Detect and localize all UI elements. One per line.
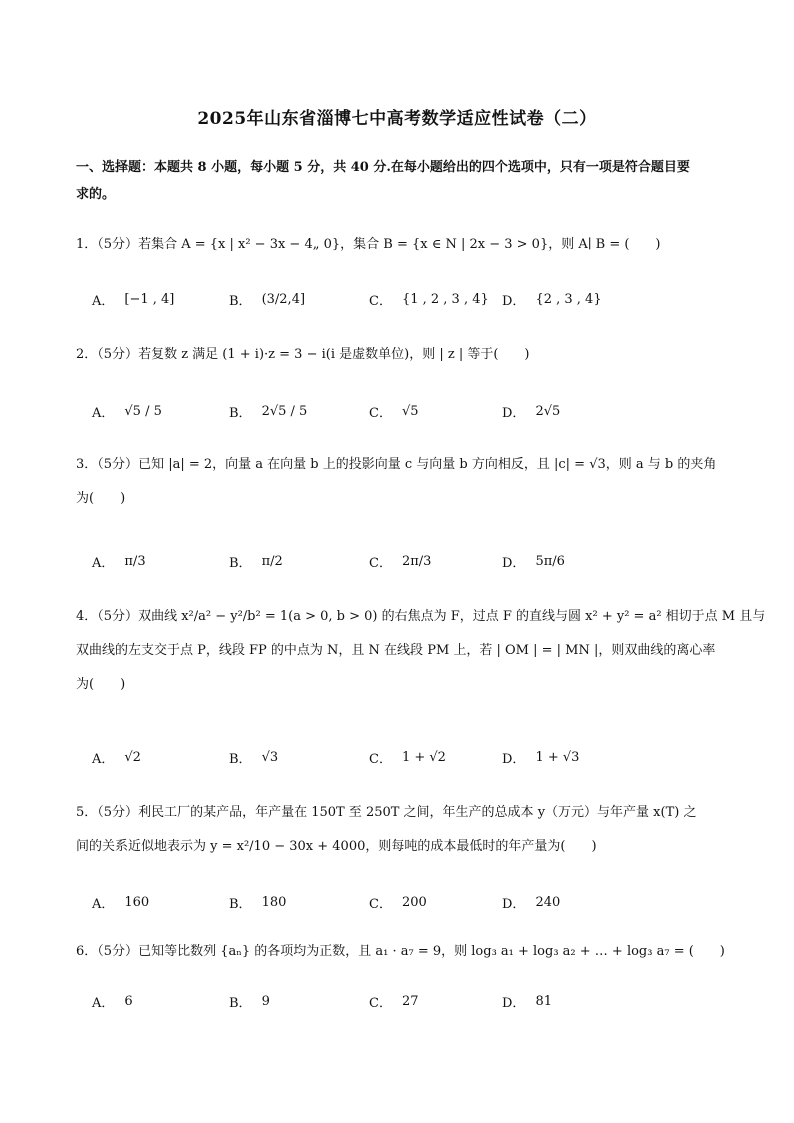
option-text: 2π/3 bbox=[401, 553, 432, 569]
question-5-options bbox=[92, 887, 712, 917]
option-label: C． bbox=[369, 995, 392, 1011]
option-text: π/2 bbox=[261, 553, 283, 569]
question-5-number: 5． bbox=[76, 805, 98, 820]
option-text: 2√5 / 5 bbox=[261, 403, 308, 419]
option-label: D． bbox=[502, 995, 526, 1011]
option-text: {1 , 2 , 3 , 4} bbox=[401, 291, 489, 307]
option-label: C． bbox=[369, 293, 392, 309]
option-c[interactable] bbox=[369, 887, 427, 917]
question-6 bbox=[76, 935, 726, 969]
option-b[interactable] bbox=[229, 986, 270, 1016]
question-6-score: （5分） bbox=[97, 944, 139, 959]
option-label: A． bbox=[92, 751, 115, 767]
option-a[interactable] bbox=[92, 284, 174, 314]
option-text: {2 , 3 , 4} bbox=[535, 291, 602, 307]
question-6-body: 已知等比数列 {aₙ} 的各项均为正数，且 a₁ · a₇ = 9，则 log₃ a₁ + log₃ a₂ + … + log₃ a₇ = ( ) bbox=[138, 944, 725, 959]
question-6-number: 6． bbox=[76, 944, 98, 959]
option-text: 240 bbox=[535, 894, 561, 910]
question-3-line2: 为( ) bbox=[76, 491, 126, 506]
option-label: D． bbox=[502, 555, 526, 571]
question-4-number: 4． bbox=[76, 609, 98, 624]
question-2-options bbox=[92, 396, 712, 426]
page-title: 2025年山东省淄博七中高考数学适应性试卷（二） bbox=[197, 109, 597, 129]
section-heading-line1: 一、选择题：本题共 8 小题，每小题 5 分，共 40 分.在每小题给出的四个选项中，只有一项是符合题目要 bbox=[76, 160, 690, 175]
option-label: C． bbox=[369, 405, 392, 421]
option-c[interactable] bbox=[369, 986, 419, 1016]
option-text: 6 bbox=[124, 993, 133, 1009]
question-6-options bbox=[92, 986, 712, 1016]
question-1 bbox=[76, 228, 726, 262]
option-text: √5 bbox=[401, 403, 419, 419]
option-d[interactable] bbox=[502, 396, 560, 426]
question-4-line1 bbox=[76, 600, 766, 634]
option-text: √3 bbox=[261, 749, 279, 765]
option-b[interactable] bbox=[229, 284, 305, 314]
option-b[interactable] bbox=[229, 546, 283, 576]
question-1-options bbox=[92, 284, 712, 314]
option-b[interactable] bbox=[229, 396, 307, 426]
option-label: D． bbox=[502, 293, 526, 309]
option-text: 2√5 bbox=[535, 403, 561, 419]
option-text: 81 bbox=[535, 993, 552, 1009]
option-label: B． bbox=[229, 751, 252, 767]
section-heading bbox=[76, 154, 726, 208]
section-heading-line2: 求的。 bbox=[76, 187, 116, 202]
option-c[interactable] bbox=[369, 396, 419, 426]
question-5-score: （5分） bbox=[97, 805, 139, 820]
option-text: √5 / 5 bbox=[124, 403, 162, 419]
option-label: A． bbox=[92, 405, 115, 421]
option-text: 160 bbox=[124, 894, 150, 910]
option-label: B． bbox=[229, 896, 252, 912]
question-4-line3: 为( ) bbox=[76, 677, 126, 692]
option-c[interactable] bbox=[369, 546, 431, 576]
option-label: D． bbox=[502, 896, 526, 912]
question-5-line2: 间的关系近似地表示为 y = x²/10 − 30x + 4000，则每吨的成本最低时的年产量为( ) bbox=[76, 839, 597, 854]
option-text: [−1 , 4] bbox=[124, 291, 175, 307]
option-label: B． bbox=[229, 405, 252, 421]
question-4-score: （5分） bbox=[97, 609, 139, 624]
option-label: B． bbox=[229, 995, 252, 1011]
option-d[interactable] bbox=[502, 284, 602, 314]
question-1-body: 若集合 A = {x | x² − 3x − 4„ 0}，集合 B = {x ∈ N | 2x − 3 > 0}，则 A∣ B = ( ) bbox=[138, 237, 661, 252]
option-text: 27 bbox=[401, 993, 419, 1009]
option-text: π/3 bbox=[124, 553, 146, 569]
question-5-line1 bbox=[76, 796, 726, 830]
option-a[interactable] bbox=[92, 742, 141, 772]
question-4-options bbox=[92, 742, 712, 772]
question-4-body-line1: 双曲线 x²/a² − y²/b² = 1(a > 0, b > 0) 的右焦点为 F，过点 F 的直线与圆 x² + y² = a² 相切于点 M 且与 bbox=[138, 609, 766, 624]
question-1-text bbox=[76, 228, 726, 262]
option-label: A． bbox=[92, 995, 115, 1011]
option-c[interactable] bbox=[369, 742, 446, 772]
option-c[interactable] bbox=[369, 284, 489, 314]
question-1-number: 1． bbox=[76, 237, 98, 252]
option-text: 200 bbox=[401, 894, 427, 910]
option-label: A． bbox=[92, 896, 115, 912]
question-2-score: （5分） bbox=[97, 347, 139, 362]
option-label: A． bbox=[92, 555, 115, 571]
question-2-body: 若复数 z 满足 (1 + i)·z = 3 − i(i 是虚数单位)，则 | z | 等于( ) bbox=[138, 347, 530, 362]
question-5-body-line1: 利民工厂的某产品，年产量在 150T 至 250T 之间，年生产的总成本 y（万元）与年产量 x(T) 之 bbox=[138, 805, 697, 820]
option-label: D． bbox=[502, 751, 526, 767]
option-label: C． bbox=[369, 555, 392, 571]
option-text: √2 bbox=[124, 749, 141, 765]
option-label: B． bbox=[229, 555, 252, 571]
question-3-options bbox=[92, 546, 712, 576]
option-text: 180 bbox=[261, 894, 287, 910]
option-label: B． bbox=[229, 293, 252, 309]
option-text: 9 bbox=[261, 993, 270, 1009]
option-d[interactable] bbox=[502, 546, 565, 576]
question-3-number: 3． bbox=[76, 457, 98, 472]
option-text: (3/2,4] bbox=[261, 291, 306, 307]
question-3-score: （5分） bbox=[97, 457, 139, 472]
option-text: 1 + √2 bbox=[401, 749, 446, 765]
question-3-line1 bbox=[76, 448, 726, 482]
option-a[interactable] bbox=[92, 887, 149, 917]
option-label: D． bbox=[502, 405, 526, 421]
option-a[interactable] bbox=[92, 986, 133, 1016]
question-2-number: 2． bbox=[76, 347, 98, 362]
option-a[interactable] bbox=[92, 546, 146, 576]
question-3-body-line1: 已知 |a| = 2，向量 a 在向量 b 上的投影向量 c 与向量 b 方向相反，且 |c| = √3，则 a 与 b 的夹角 bbox=[138, 457, 717, 472]
question-4 bbox=[76, 600, 766, 702]
question-3 bbox=[76, 448, 726, 516]
question-1-score: （5分） bbox=[97, 237, 139, 252]
option-b[interactable] bbox=[229, 887, 286, 917]
question-2-text bbox=[76, 338, 726, 372]
option-label: A． bbox=[92, 293, 115, 309]
question-4-line2: 双曲线的左支交于点 P，线段 FP 的中点为 N，且 N 在线段 PM 上，若 | OM | = | MN |，则双曲线的离心率 bbox=[76, 643, 716, 658]
option-d[interactable] bbox=[502, 742, 579, 772]
option-b[interactable] bbox=[229, 742, 278, 772]
option-a[interactable] bbox=[92, 396, 162, 426]
question-2 bbox=[76, 338, 726, 372]
option-label: C． bbox=[369, 751, 392, 767]
option-label: C． bbox=[369, 896, 392, 912]
option-d[interactable] bbox=[502, 986, 552, 1016]
option-text: 1 + √3 bbox=[535, 749, 580, 765]
question-5 bbox=[76, 796, 726, 864]
option-d[interactable] bbox=[502, 887, 560, 917]
option-text: 5π/6 bbox=[535, 553, 565, 569]
question-6-text bbox=[76, 935, 726, 969]
